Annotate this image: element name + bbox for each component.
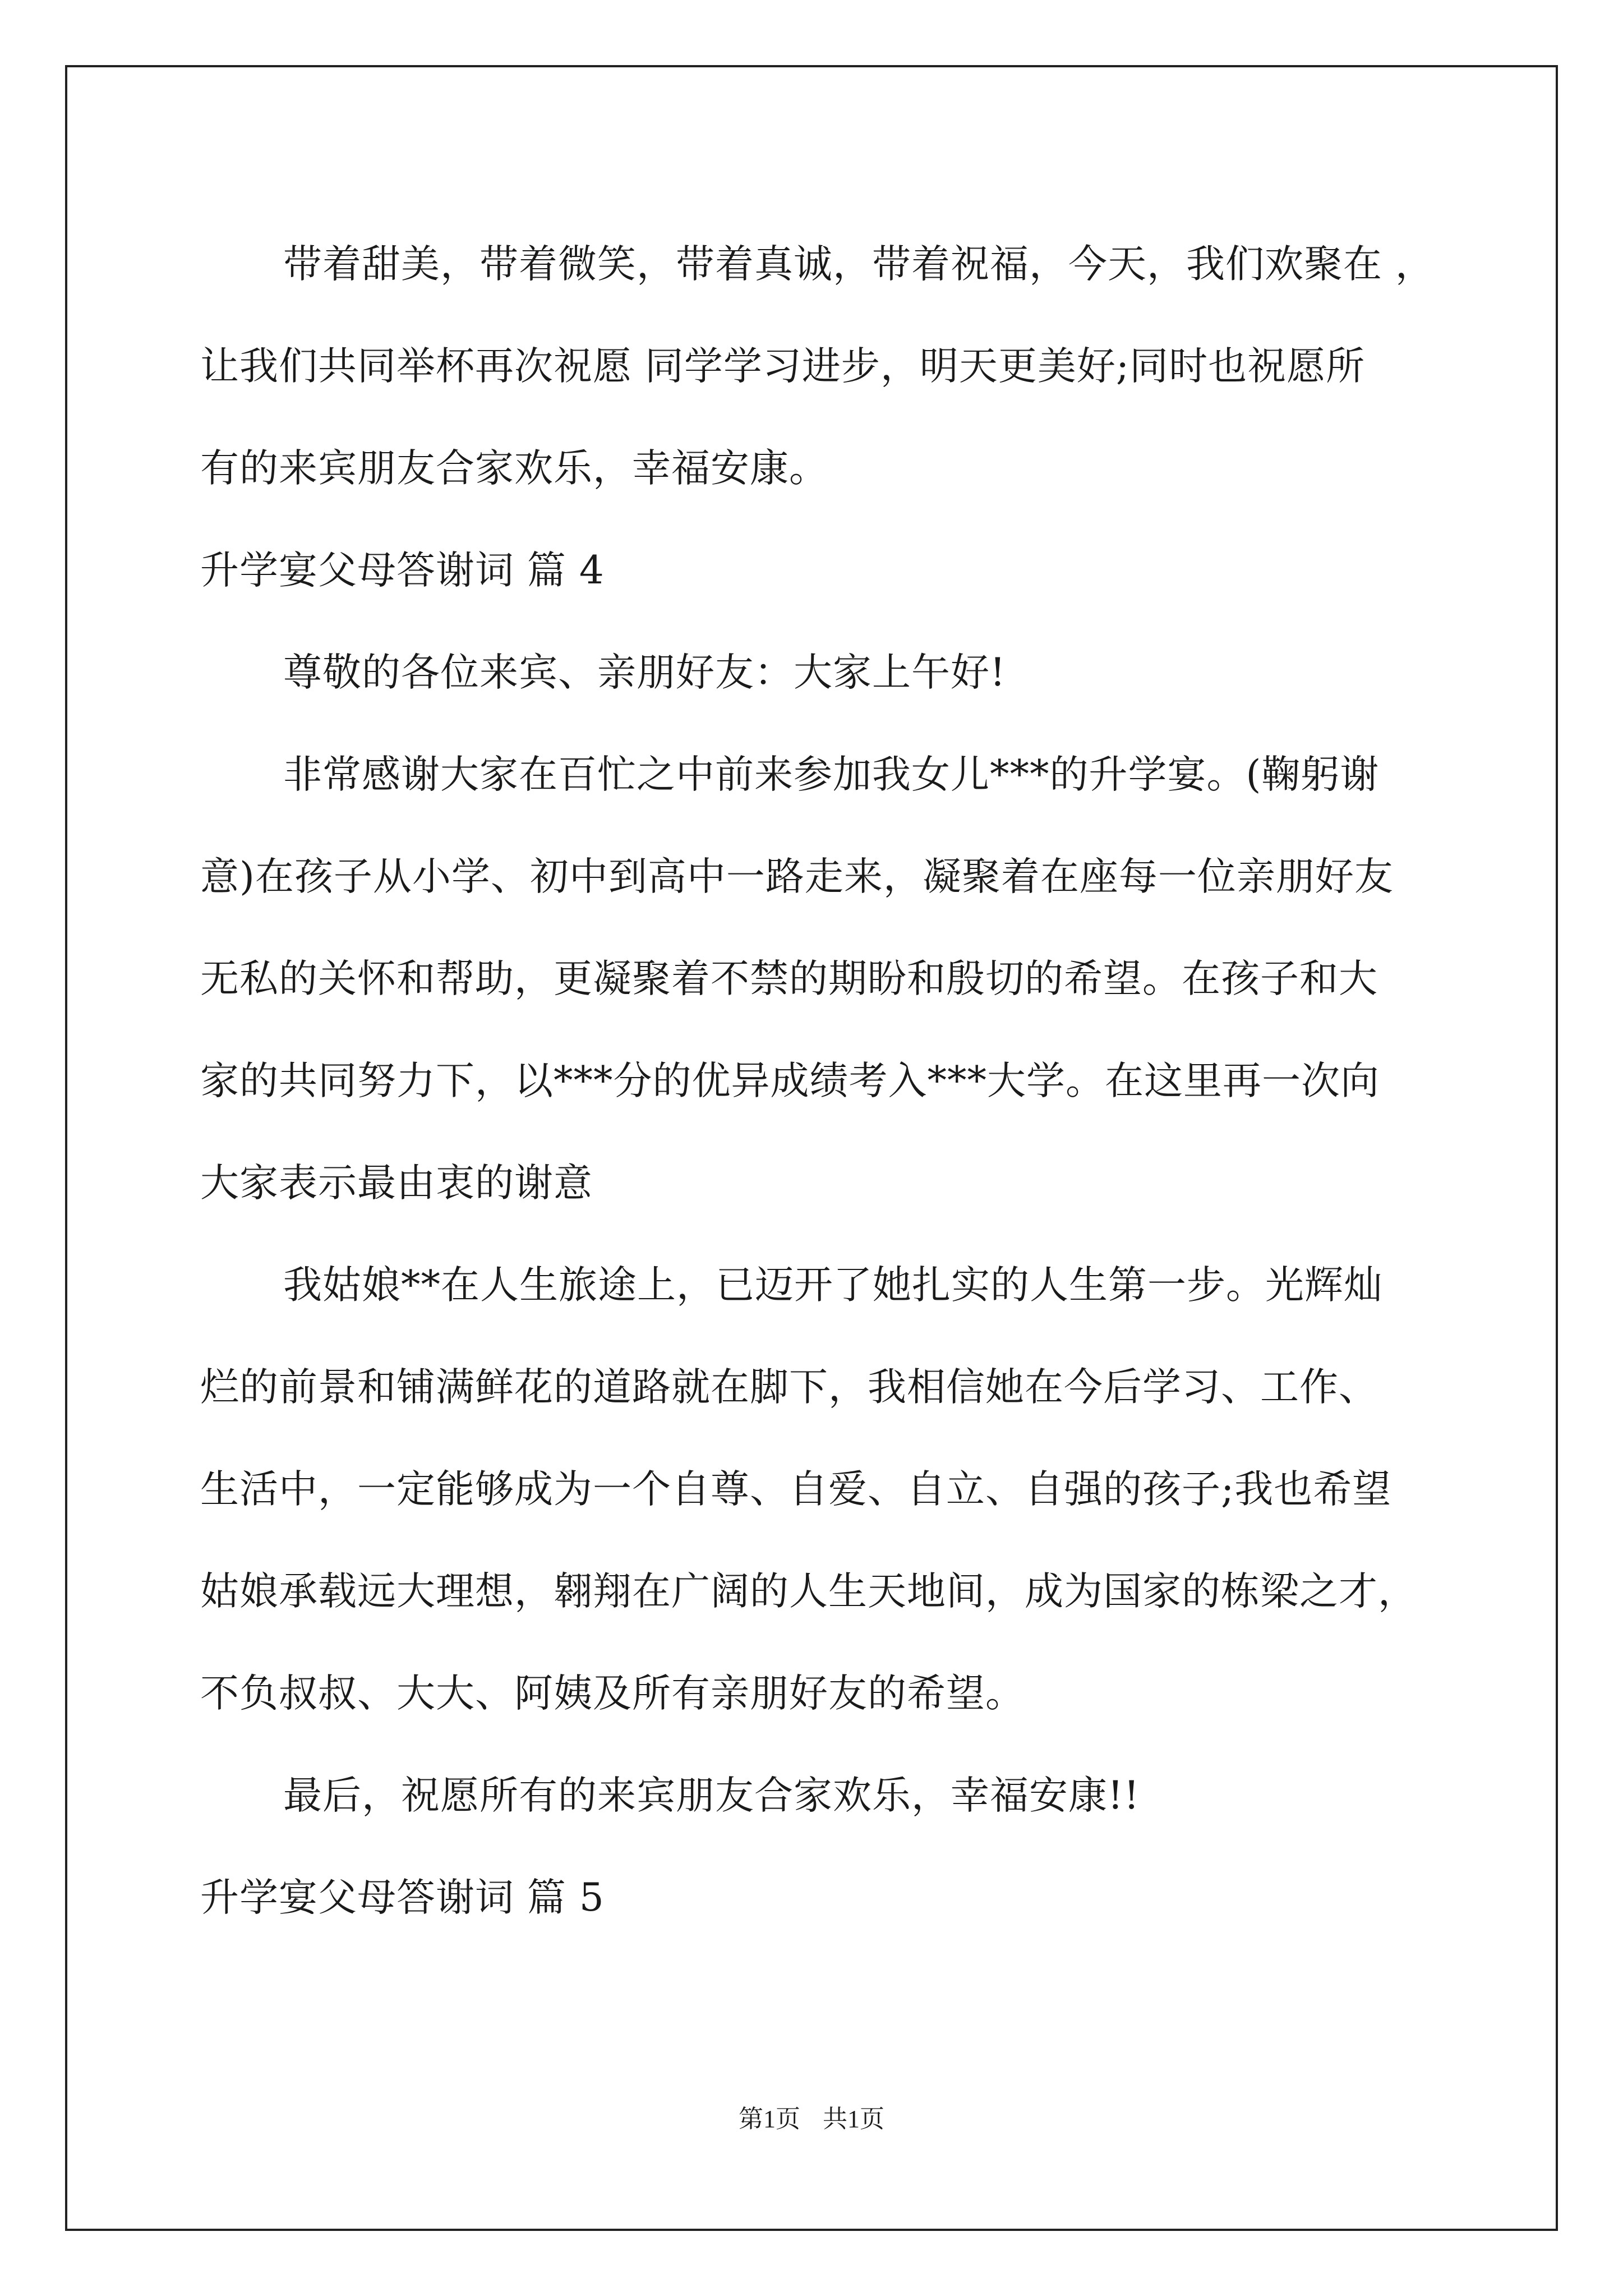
paragraph-line: 无私的关怀和帮助，更凝聚着不禁的期盼和殷切的希望。在孩子和大 — [200, 956, 1378, 1001]
paragraph-line: 我姑娘**在人生旅途上，已迈开了她扎实的人生第一步。光辉灿 — [283, 1263, 1383, 1308]
paragraph-line: 烂的前景和铺满鲜花的道路就在脚下，我相信她在今后学习、工作、 — [200, 1365, 1378, 1410]
paragraph-line: 家的共同努力下，以***分的优异成绩考入***大学。在这里再一次向 — [200, 1059, 1380, 1103]
document-body — [200, 213, 1435, 1949]
page-total: 共1页 — [823, 2105, 884, 2133]
paragraph-line: 不负叔叔、大大、阿姨及所有亲朋好友的希望。 — [200, 1671, 1025, 1716]
page-footer — [0, 2102, 1623, 2136]
paragraph-line: 姑娘承载远大理想，翱翔在广阔的人生天地间，成为国家的栋梁之才， — [200, 1569, 1417, 1614]
paragraph-line: 有的来宾朋友合家欢乐，幸福安康。 — [200, 446, 828, 491]
section-heading: 升学宴父母答谢词 篇 5 — [200, 1875, 605, 1920]
paragraph-line: 让我们共同举杯再次祝愿 同学学习进步，明天更美好;同时也祝愿所 — [200, 344, 1366, 389]
paragraph-line: 尊敬的各位来宾、亲朋好友：大家上午好! — [283, 650, 1006, 695]
page-number: 第1页 — [739, 2105, 800, 2133]
paragraph-line: 非常感谢大家在百忙之中前来参加我女儿***的升学宴。(鞠躬谢 — [283, 752, 1380, 797]
paragraph-line: 大家表示最由衷的谢意 — [200, 1161, 593, 1205]
paragraph-line: 意)在孩子从小学、初中到高中一路走来，凝聚着在座每一位亲朋好友 — [200, 854, 1394, 899]
paragraph-line: 最后，祝愿所有的来宾朋友合家欢乐，幸福安康!! — [283, 1773, 1140, 1818]
paragraph-line: 带着甜美，带着微笑，带着真诚，带着祝福，今天，我们欢聚在 ， — [283, 242, 1435, 287]
section-heading: 升学宴父母答谢词 篇 4 — [200, 548, 605, 593]
paragraph-line: 生活中，一定能够成为一个自尊、自爱、自立、自强的孩子;我也希望 — [200, 1467, 1392, 1512]
